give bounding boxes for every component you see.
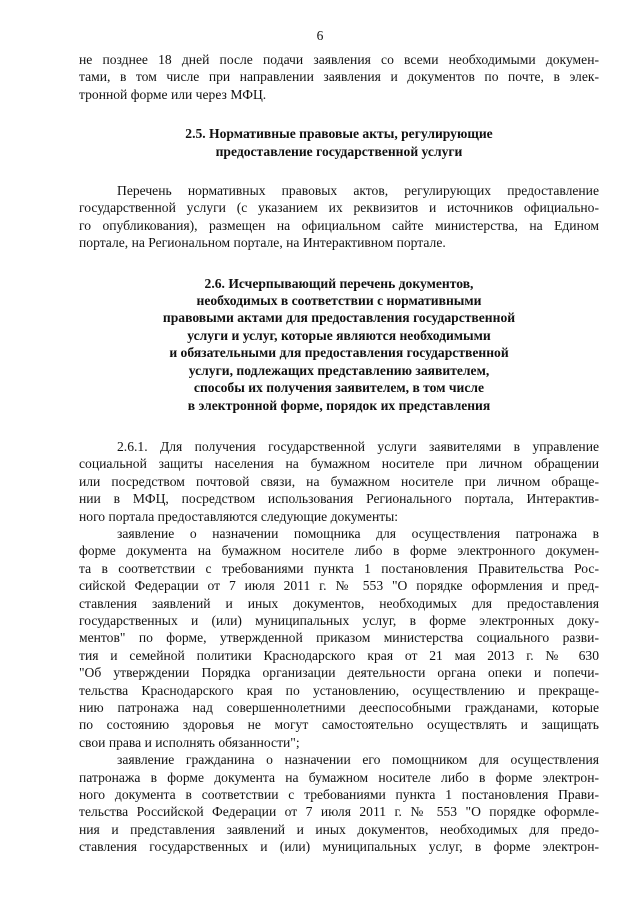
text-line: заявление гражданина о назначении его помощником для осуществления (117, 752, 599, 768)
text-line: государственной услуги (с указанием их реквизитов и источников официально- (79, 200, 599, 216)
heading-line: услуги, подлежащих представлению заявителем, (188, 362, 490, 378)
text-line: Перечень нормативных правовых актов, регулирующих предоставление (117, 183, 599, 199)
document-body (79, 51, 599, 856)
text-line: портале, на Региональном портале, на Интерактивном портале. (79, 235, 446, 251)
text-line: или посредством почтовой связи, на бумажном носителе при личном обраще- (79, 473, 599, 489)
text-line: ния и представления заявлений и иных документов, необходимых для предо- (79, 821, 599, 837)
text-line: 2.6.1. Для получения государственной услуги заявителями в управление (117, 438, 599, 454)
section-heading-2-5 (79, 125, 599, 160)
intro-paragraph (79, 51, 599, 103)
text-line: тами, в том числе при направлении заявления и документов по почте, в элек- (79, 69, 599, 85)
text-line: свои права и исполнять обязанности"; (79, 734, 300, 750)
heading-line: способы их получения заявителем, в том числе (193, 380, 485, 396)
heading-line: в электронной форме, порядок их представления (187, 397, 491, 413)
text-line: социальной защиты населения на бумажном носителе при личном обращении (79, 456, 599, 472)
page-number: 6 (316, 28, 324, 43)
heading-line: предоставление государственной услуги (215, 143, 463, 159)
text-line: патронажа в форме документа на бумажном носителе либо в форме электрон- (79, 769, 599, 785)
text-line: ментов" по форме, утвержденной приказом министерства социального разви- (79, 630, 599, 646)
paragraph-2-6-1 (79, 438, 599, 525)
text-line: тельства Российской Федерации от 7 июля 2011 г. № 553 "О порядке оформле- (79, 804, 599, 820)
text-line: тия и семейной политики Краснодарского края от 21 мая 2013 г. № 630 (79, 647, 599, 663)
text-line: ного документа в соответствии с требованиями пункта 1 постановления Прави- (79, 787, 599, 803)
text-line: "Об утверждении Порядка организации деятельности органа опеки и попечи- (79, 665, 599, 681)
text-line: нию патронажа над совершеннолетними дееспособными гражданами, которые (79, 700, 599, 715)
text-line: сийской Федерации от 7 июля 2011 г. № 553 "О порядке оформления и пред- (79, 578, 599, 594)
text-line: тронной форме или через МФЦ. (79, 86, 267, 102)
section-heading-2-6 (79, 275, 599, 414)
text-line: заявление о назначении помощника для осуществления патронажа в (117, 525, 599, 541)
document-item-1 (79, 525, 599, 751)
section-2-5-paragraph (79, 182, 599, 252)
text-line: нии в МФЦ, посредством использования Регионального портала, Интерактив- (79, 491, 599, 507)
text-line: та в соответствии с требованиями пункта 1 постановления Правительства Рос- (79, 560, 599, 576)
text-line: не позднее 18 дней после подачи заявления со всеми необходимыми докумен- (79, 52, 599, 67)
text-line: ставления государственных и (или) муниципальных услуг, в форме электрон- (79, 839, 599, 855)
text-line: по состоянию здоровья не могут самостоятельно осуществлять и защищать (79, 717, 599, 733)
text-line: ставления заявлений и иных документов, необходимых для предоставления (79, 595, 599, 611)
text-line: ного портала предоставляются следующие документы: (79, 508, 399, 524)
text-line: го опубликования), размещен на официальном сайте министерства, на Едином (79, 217, 599, 233)
heading-line: необходимых в соответствии с нормативными (196, 293, 482, 309)
text-line: форме документа на бумажном носителе либо в форме электронного докумен- (79, 543, 599, 559)
heading-line: 2.5. Нормативные правовые акты, регулирующие (185, 126, 493, 142)
heading-line: услуги и услуг, которые являются необходимыми (187, 327, 491, 343)
document-item-2 (79, 751, 599, 855)
heading-line: 2.6. Исчерпывающий перечень документов, (204, 275, 474, 291)
heading-line: правовыми актами для предоставления государственной (162, 310, 516, 326)
text-line: государственных и (или) муниципальных услуг, в форме электронных доку- (79, 612, 599, 628)
heading-line: и обязательными для предоставления государственной (169, 345, 509, 361)
text-line: тельства Краснодарского края по установлению, осуществлению и прекраще- (79, 682, 599, 698)
